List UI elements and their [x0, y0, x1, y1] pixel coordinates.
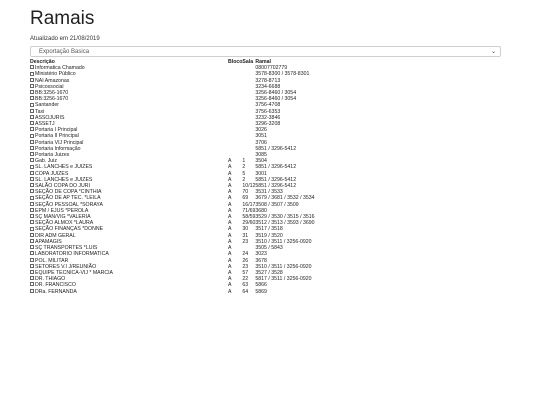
row-descricao-text: SALÃO COPA DO JURI — [35, 183, 90, 190]
row-descricao-text: ASSOJURIS — [35, 114, 65, 121]
cell-bloco: A — [228, 276, 232, 283]
cell-bloco: A — [228, 245, 232, 252]
row-descricao-text: EPM / EJUS *PEROLA — [35, 207, 89, 214]
export-select-value: Exportação Basica — [39, 49, 90, 55]
row-descricao-text: BB:3256-1670 — [35, 90, 69, 97]
row-checkbox[interactable] — [30, 134, 34, 138]
cell-bloco: A — [228, 214, 232, 221]
cell-ramal: 3232-3846 — [255, 114, 281, 121]
cell-bloco: A — [228, 158, 232, 165]
row-descricao-text: Portaria VIJ Principal — [35, 139, 84, 146]
cell-sala: 64 — [242, 288, 249, 295]
cell-sala: 5 — [242, 170, 246, 177]
cell-bloco: A — [228, 170, 232, 177]
row-checkbox[interactable] — [30, 227, 34, 231]
cell-bloco: A — [228, 269, 232, 276]
row-checkbox[interactable] — [30, 251, 34, 255]
cell-sala: 71/69 — [242, 207, 256, 214]
cell-sala: 16/17 — [242, 201, 256, 208]
cell-sala: 2 — [242, 164, 246, 171]
cell-ramal: 3756-6353 — [255, 108, 281, 115]
row-checkbox[interactable] — [30, 121, 34, 125]
row-descricao-text: Taxi — [35, 108, 45, 115]
cell-bloco: A — [228, 257, 232, 264]
cell-bloco: A — [228, 238, 232, 245]
cell-ramal: 3278-8713 — [255, 77, 281, 84]
row-checkbox[interactable] — [30, 208, 34, 212]
row-descricao-text: SETORES V.I J/REUNIÃO — [35, 263, 97, 270]
cell-ramal: 3023 — [255, 251, 267, 258]
row-descricao-text: APAMAGIS — [35, 238, 62, 245]
cell-sala: 23 — [242, 263, 249, 270]
row-checkbox[interactable] — [30, 127, 34, 131]
row-descricao-text: EQUIPE TECNICA-VIJ * MARCIA — [35, 269, 114, 276]
cell-sala: 63 — [242, 282, 249, 289]
row-checkbox[interactable] — [30, 103, 34, 107]
cell-ramal: 3519 / 3520 — [255, 232, 283, 239]
cell-ramal: 5851 / 3296-5412 — [255, 183, 297, 190]
header-descricao[interactable]: Descrição — [30, 59, 55, 65]
cell-bloco: A — [228, 201, 232, 208]
row-checkbox[interactable] — [30, 258, 34, 262]
row-checkbox[interactable] — [30, 165, 34, 169]
row-checkbox[interactable] — [30, 202, 34, 206]
row-checkbox[interactable] — [30, 264, 34, 268]
row-descricao-text: SEÇÃO PESSOAL *SORAYA — [35, 201, 103, 208]
row-descricao-text: LABORATORIO INFORMATICA — [35, 251, 109, 258]
cell-ramal: 5851 / 3296-5412 — [255, 164, 297, 171]
row-checkbox[interactable] — [30, 158, 34, 162]
cell-ramal: 3527 / 3528 — [255, 269, 283, 276]
cell-sala: 31 — [242, 232, 249, 239]
cell-ramal: 08007702779 — [255, 65, 288, 72]
row-checkbox[interactable] — [30, 84, 34, 88]
row-checkbox[interactable] — [30, 78, 34, 82]
row-descricao-text: SEÇÃO FINANÇAS *DONNE — [35, 226, 104, 233]
cell-sala: 69 — [242, 195, 249, 202]
cell-bloco: A — [228, 189, 232, 196]
row-descricao-text: Gab. Juiz — [35, 158, 57, 165]
cell-sala: 24 — [242, 251, 249, 258]
row-checkbox[interactable] — [30, 146, 34, 150]
row-descricao-text: SÇ TRANSPORTES *LUIS — [35, 245, 98, 252]
cell-ramal: 3505 / 5843 — [255, 245, 283, 252]
row-descricao-text: DR. THIAGO — [35, 276, 66, 283]
cell-sala: 2 — [242, 176, 246, 183]
cell-bloco: A — [228, 232, 232, 239]
row-descricao-text: SEÇÃO DE AP TEC. *LEILA — [35, 195, 101, 202]
cell-sala: 26 — [242, 257, 249, 264]
row-checkbox[interactable] — [30, 282, 34, 286]
cell-ramal: 3256-8460 / 3054 — [255, 90, 297, 97]
cell-sala: 57 — [242, 269, 249, 276]
row-checkbox[interactable] — [30, 276, 34, 280]
row-checkbox[interactable] — [30, 72, 34, 76]
row-descricao-text: Santander — [35, 102, 59, 109]
cell-ramal: 3517 / 3518 — [255, 226, 283, 233]
row-descricao-text: SL. LANCHES e JUIZES — [35, 164, 93, 171]
row-descricao-text: DRa. FERNANDA — [35, 288, 77, 295]
row-descricao-text: POL. MILITAR — [35, 257, 69, 264]
cell-ramal: 5869 — [255, 288, 267, 295]
row-checkbox[interactable] — [30, 140, 34, 144]
header-ramal[interactable]: Ramal — [255, 59, 271, 65]
cell-descricao — [30, 289, 228, 295]
cell-sala: 1 — [242, 158, 246, 165]
row-checkbox[interactable] — [30, 177, 34, 181]
cell-ramal: 5851 / 3296-5412 — [255, 145, 297, 152]
row-checkbox[interactable] — [30, 289, 34, 293]
row-descricao-text: SEÇÃO DE COPA *CINTHIA — [35, 189, 102, 196]
row-checkbox[interactable] — [30, 65, 34, 69]
cell-ramal: 3296-3208 — [255, 121, 281, 128]
row-checkbox[interactable] — [30, 152, 34, 156]
cell-ramal: 5817 / 3511 / 3256-0920 — [255, 276, 312, 283]
cell-ramal: 3234-6688 — [255, 83, 281, 90]
table-row — [30, 289, 510, 295]
row-descricao-text: Portaria Juizes — [35, 152, 70, 159]
cell-ramal: 3679 / 3681 / 3532 / 3534 — [255, 195, 315, 202]
row-descricao-text: SÇ MAN/VIG *VALERIA — [35, 214, 91, 221]
row-descricao-text: Ministério Público — [35, 71, 76, 78]
row-descricao-text: BB:3256-1670 — [35, 96, 69, 103]
ramais-table — [30, 59, 510, 295]
row-descricao-text: Informatica Chamado — [35, 65, 85, 72]
row-descricao-text: COPA JUIZES — [35, 170, 69, 177]
row-checkbox[interactable] — [30, 115, 34, 119]
cell-bloco: A — [228, 164, 232, 171]
cell-ramal: 3756-4708 — [255, 102, 281, 109]
row-descricao-text: NAI Amazonas — [35, 77, 70, 84]
row-checkbox[interactable] — [30, 189, 34, 193]
cell-sala: 58/59 — [242, 214, 256, 221]
cell-ramal: 5851 / 3296-5412 — [255, 176, 297, 183]
row-descricao-text: Portaria II Principal — [35, 133, 79, 140]
row-descricao-text: Psicossocial — [35, 83, 64, 90]
cell-sala: 30 — [242, 226, 249, 233]
cell-ramal: 3529 / 3530 / 3515 / 3516 — [255, 214, 315, 221]
page-title: Ramais — [30, 8, 95, 29]
cell-bloco: A — [228, 220, 232, 227]
row-checkbox[interactable] — [30, 171, 34, 175]
row-checkbox[interactable] — [30, 109, 34, 113]
row-descricao-text: DR. FRANCISCO — [35, 282, 76, 289]
cell-bloco: A — [228, 195, 232, 202]
chevron-down-icon: ⌄ — [490, 49, 496, 55]
row-checkbox[interactable] — [30, 233, 34, 237]
cell-sala: 29/60 — [242, 220, 256, 227]
row-checkbox[interactable] — [30, 239, 34, 243]
cell-ramal: 3510 / 3511 / 3256-0920 — [255, 263, 312, 270]
row-checkbox[interactable] — [30, 90, 34, 94]
cell-ramal: 3531 / 3533 — [255, 189, 283, 196]
cell-bloco: A — [228, 183, 232, 190]
cell-bloco: A — [228, 251, 232, 258]
cell-ramal: 3578-8300 / 3578-8301 — [255, 71, 310, 78]
row-checkbox[interactable] — [30, 220, 34, 224]
table-body — [30, 65, 510, 295]
cell-ramal: 3256-8460 / 3054 — [255, 96, 297, 103]
cell-sala: 70 — [242, 189, 249, 196]
updated-date: Atualizado em 21/08/2019 — [30, 36, 100, 42]
row-checkbox[interactable] — [30, 196, 34, 200]
cell-ramal: 3706 — [255, 139, 267, 146]
row-checkbox[interactable] — [30, 214, 34, 218]
cell-sala: 10/12 — [242, 183, 256, 190]
cell-sala: 23 — [242, 238, 249, 245]
row-descricao-text: DIR ADM GERAL — [35, 232, 76, 239]
cell-ramal: 3510 / 3511 / 3256-0920 — [255, 238, 312, 245]
cell-ramal: 5866 — [255, 282, 267, 289]
cell-ramal: 3504 — [255, 158, 267, 165]
row-descricao-text: ASSETJ — [35, 121, 55, 128]
cell-ramal: 3678 — [255, 257, 267, 264]
cell-ramal: 3026 — [255, 127, 267, 134]
cell-ramal: 3001 — [255, 170, 267, 177]
row-descricao-text: Portaria I Principal — [35, 127, 78, 134]
export-select[interactable] — [30, 46, 501, 57]
cell-ramal: 3085 — [255, 152, 267, 159]
row-descricao-text: SL. LANCHES e JUIZES — [35, 176, 93, 183]
row-checkbox[interactable] — [30, 245, 34, 249]
cell-ramal: 3508 / 3507 / 3509 — [255, 201, 299, 208]
cell-bloco: A — [228, 288, 232, 295]
row-checkbox[interactable] — [30, 96, 34, 100]
cell-ramal: 3512 / 3513 / 3593 / 3690 — [255, 220, 315, 227]
header-bloco[interactable]: Bloco — [228, 59, 243, 65]
row-checkbox[interactable] — [30, 183, 34, 187]
cell-bloco: A — [228, 176, 232, 183]
row-descricao-text: Portaria Informação — [35, 145, 81, 152]
header-sala[interactable]: Sala — [242, 59, 254, 65]
cell-bloco: A — [228, 226, 232, 233]
cell-ramal: 3051 — [255, 133, 267, 140]
cell-ramal: 3680 — [255, 207, 267, 214]
row-checkbox[interactable] — [30, 270, 34, 274]
cell-sala: 22 — [242, 276, 249, 283]
cell-bloco: A — [228, 282, 232, 289]
cell-bloco: A — [228, 207, 232, 214]
cell-bloco: A — [228, 263, 232, 270]
row-descricao-text: SEÇÃO ALMOX *LAURA — [35, 220, 94, 227]
